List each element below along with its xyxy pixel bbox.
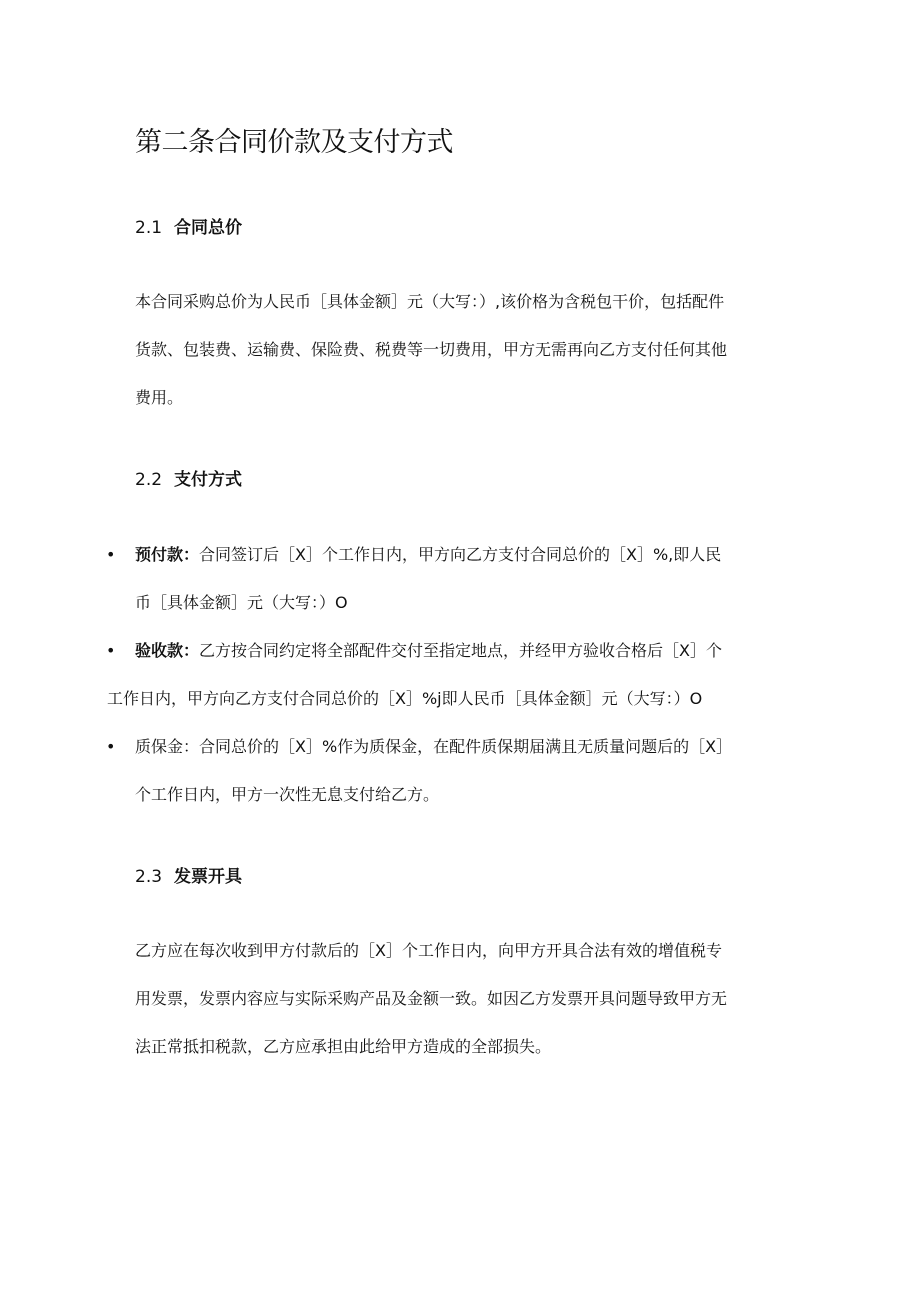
bullet-line: 币［具体金额］元（大写：）O <box>135 593 348 612</box>
bullet-item-warranty <box>135 723 732 819</box>
page-title: 第二条合同价款及支付方式 <box>135 127 453 158</box>
paragraph-line: 费用。 <box>135 388 184 407</box>
bullet-item-acceptance-cont <box>107 675 702 723</box>
bullet-line: 质保金：合同总价的［X］%作为质保金，在配件质保期届满且无质量问题后的［X］ <box>135 737 733 756</box>
section-heading-2-2 <box>135 465 242 490</box>
paragraph-line: 货款、包装费、运输费、保险费、税费等一切费用，甲方无需再向乙方支付任何其他 <box>135 340 728 359</box>
bullet-item-acceptance <box>135 627 722 675</box>
bullet-line <box>135 531 721 579</box>
section-number: 2.2 <box>135 470 163 490</box>
bullet-line: 工作日内，甲方向乙方支付合同总价的［X］%j即人民币［具体金额］元（大写：）O <box>107 689 703 708</box>
paragraph-line: 用发票，发票内容应与实际采购产品及金额一致。如因乙方发票开具问题导致甲方无 <box>135 989 728 1008</box>
paragraph-line: 乙方应在每次收到甲方付款后的［X］个工作日内，向甲方开具合法有效的增值税专 <box>135 941 722 960</box>
section-label: 合同总价 <box>174 218 243 238</box>
bullet-text: 合同签订后［X］个工作日内，甲方向乙方支付合同总价的［X］%,即人民 <box>199 545 722 564</box>
section-label: 支付方式 <box>174 470 243 490</box>
section-2-3-paragraph <box>135 927 727 1071</box>
bullet-dot: • <box>106 545 116 564</box>
bullet-bold-label: 预付款： <box>135 545 200 564</box>
paragraph-line: 本合同采购总价为人民币［具体金额］元（大写：）,该价格为含税包干价，包括配件 <box>135 292 725 311</box>
section-heading-2-1 <box>135 213 242 238</box>
bullet-line <box>135 627 722 675</box>
bullet-dot: • <box>106 737 116 756</box>
section-label: 发票开具 <box>174 867 243 887</box>
bullet-dot: • <box>106 641 116 660</box>
section-2-1-paragraph <box>135 278 727 422</box>
bullet-item-prepayment <box>135 531 721 627</box>
paragraph-line: 法正常抵扣税款，乙方应承担由此给甲方造成的全部损失。 <box>135 1037 552 1056</box>
bullet-bold-label: 验收款： <box>135 641 200 660</box>
section-number: 2.1 <box>135 218 163 238</box>
section-heading-2-3 <box>135 862 242 887</box>
bullet-text: 乙方按合同约定将全部配件交付至指定地点，并经甲方验收合格后［X］个 <box>199 641 722 660</box>
bullet-line: 个工作日内，甲方一次性无息支付给乙方。 <box>135 785 440 804</box>
section-number: 2.3 <box>135 867 163 887</box>
